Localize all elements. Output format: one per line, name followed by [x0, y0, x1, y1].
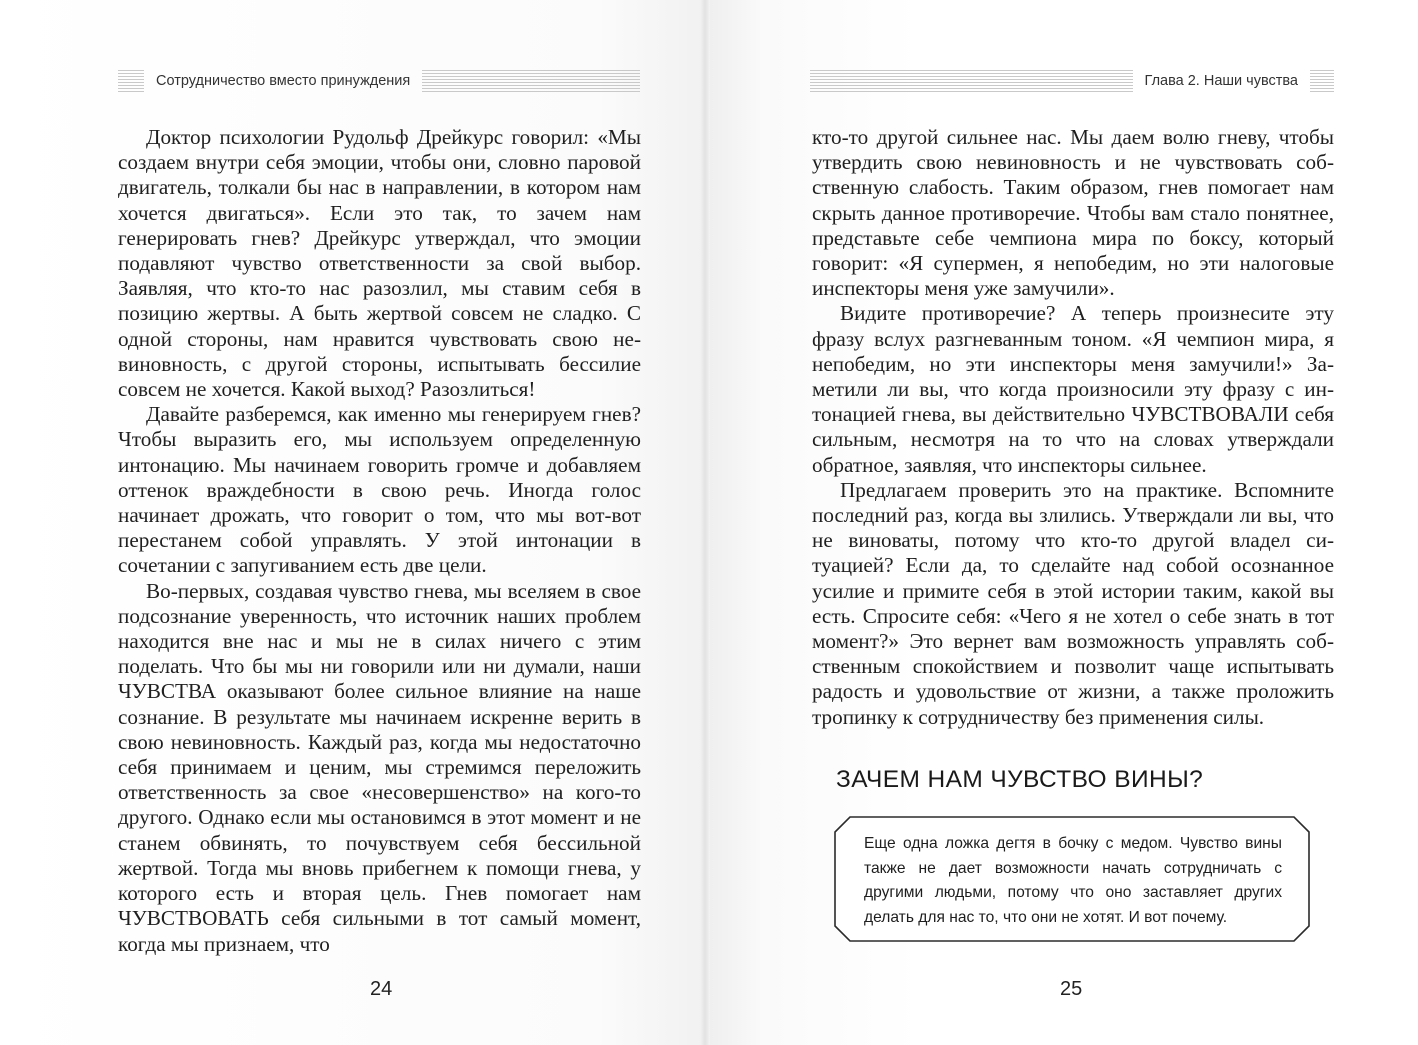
right-running-head: [810, 68, 1334, 94]
paragraph: кто-то другой сильнее нас. Мы даем волю гневу, чтобы утвердить свою невиновность и не чувствовать собственную слабость. Таким образом, гнев помогает нам скрыть данное противоречие. Чтобы вам стало понятнее, представьте себе чемпиона мира по боксу, который говорит: «Я супермен, я непобедим, но эти налоговые инспекторы меня уже замучили».: [812, 125, 1334, 301]
book-gutter: [700, 0, 710, 1045]
running-head-title: Сотрудничество вместо принуждения: [156, 73, 411, 89]
callout-box: [834, 816, 1310, 942]
left-running-head: [118, 68, 640, 94]
right-body-text: [812, 125, 1334, 730]
page-number-right: 25: [1060, 978, 1083, 1000]
paragraph: Во-первых, создавая чувство гнева, мы вселяем в свое подсознание уверенность, что источник наших проблем находится вне нас и мы не в силах ничего с этим поделать. Что бы мы ни говорили или ни думали, наши ЧУВСТВА оказывают более сильное влияние на наше сознание. В результате мы начинаем искренне верить в свою невиновность. Каждый раз, когда мы недостаточно себя принимаем и ценим, мы стремимся переложить ответственность за свое «несовершенство» на кого-то другого. Однако если мы остановимся в этот момент и не станем обвинять, то почувствуем себя бессильной жертвой. Тогда мы вновь прибегнем к помощи гнева, у которого есть и вторая цель. Гнев помогает нам ЧУВСТВОВАТЬ себя сильными в тот самый момент, когда мы признаем, что: [118, 578, 641, 956]
paragraph: Давайте разберемся, как именно мы генерируем гнев? Чтобы выразить его, мы используем определенную интонацию. Мы начинаем говорить громче и добавляем оттенок враждебности в свою речь. Иногда голос начинает дрожать, что говорит о том, что мы вот-вот перестанем собой управлять. У этой интонации в сочетании с запугиванием есть две цели.: [118, 402, 641, 578]
callout-text: Еще одна ложка дегтя в бочку с медом. Чувство вины также не дает возможности начать сотрудничать с другими людьми, потому что оно заставляет других делать для нас то, что они не хотят. И вот почему.: [864, 835, 1282, 926]
header-rule: [422, 70, 640, 92]
paragraph: Доктор психологии Рудольф Дрейкурс говорил: «Мы создаем внутри себя эмоции, чтобы они, словно паровой двигатель, толкали бы нас в направлении, в котором нам хочется двигаться». Если это так, то зачем нам генерировать гнев? Дрейкурс утверждал, что эмоции подавляют чувство ответственности за свой выбор. Заявляя, что кто-то нас разозлил, мы ставим себя в позицию жертвы. А быть жертвой совсем не сладко. С одной стороны, нам нравится чувствовать свою невиновность, с другой стороны, испытывать бессилие совсем не хочется. Какой выход? Разозлиться!: [118, 125, 641, 402]
header-rule: [1310, 70, 1334, 92]
section-heading: ЗАЧЕМ НАМ ЧУВСТВО ВИНЫ?: [836, 766, 1204, 793]
paragraph: Предлагаем проверить это на практике. Вспомните последний раз, когда вы злились. Утверждали ли вы, что не виноваты, потому что кто-то другой владел ситуацией? Если да, то сделайте над собой осознанное усилие и примите себя в этой истории таким, какой вы есть. Спросите себя: «Чего я не хотел о себе знать в тот момент?» Это вернет вам возможность управлять собственным спокойствием и позволит чаще испытывать радость и удовольствие от жизни, а также проложить тропинку к сотрудничеству без применения силы.: [812, 477, 1334, 729]
header-rule: [118, 70, 144, 92]
header-rule: [810, 70, 1133, 92]
page-number-left: 24: [370, 978, 393, 1000]
paragraph: Видите противоречие? А теперь произнесите эту фразу вслух разгневанным тоном. «Я чемпион мира, я непобедим, но эти инспекторы меня замучили!» Заметили ли вы, что когда произносили эту фразу с интонацией гнева, вы действительно ЧУВСТВОВАЛИ себя сильным, несмотря на то что на словах утверждали обратное, заявляя, что инспекторы сильнее.: [812, 301, 1334, 477]
left-body-text: [118, 125, 641, 957]
running-head-title: Глава 2. Наши чувства: [1144, 73, 1298, 89]
